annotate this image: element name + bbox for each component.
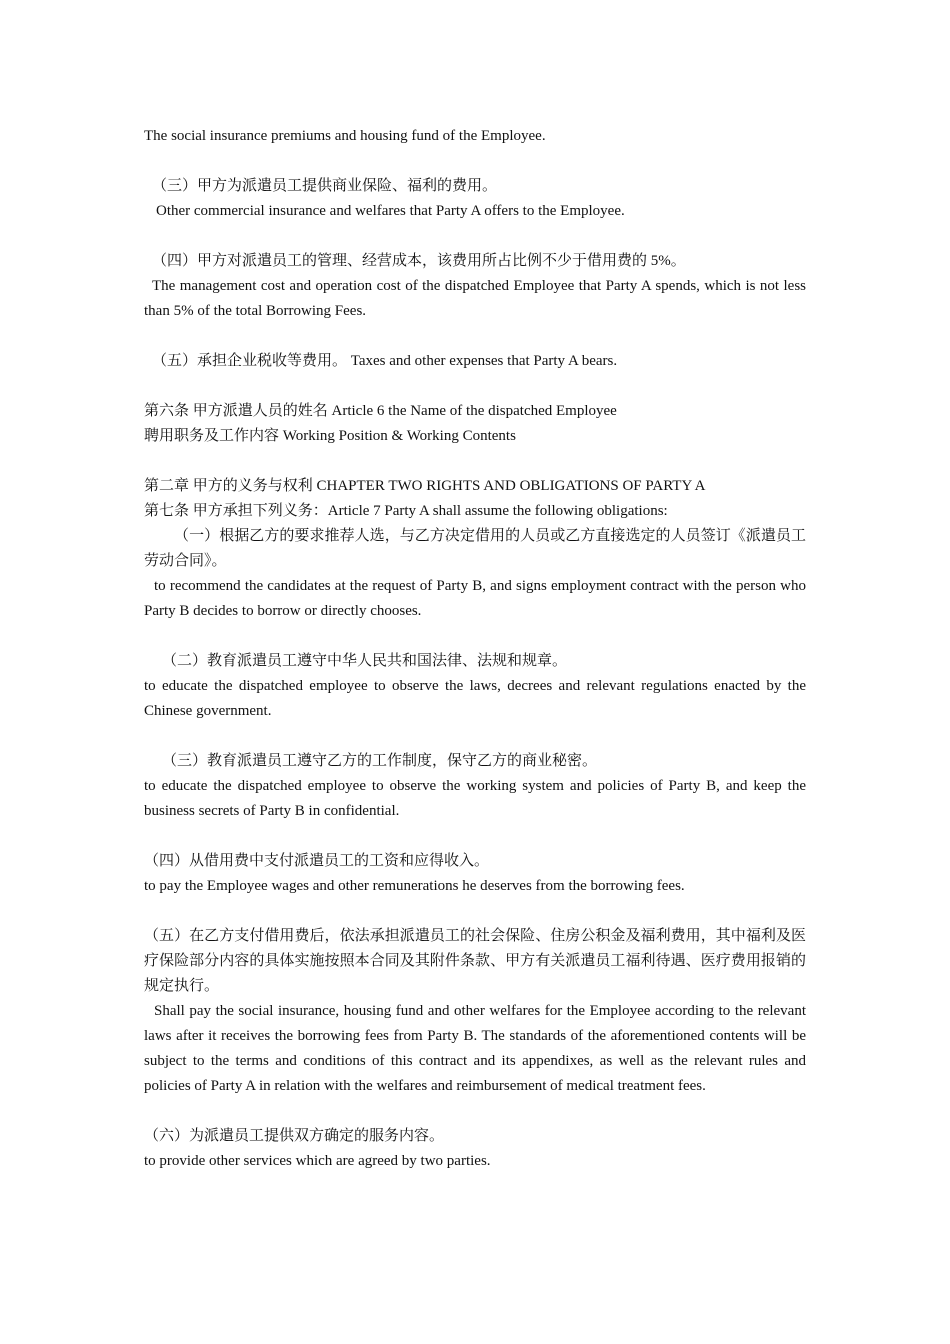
obligation-5-en-text: Shall pay the social insurance, housing fund and other welfares for the Employee according to the relevant laws after it receives the borrowing fees from Party B. The standards of the aforementioned contents will be subject to the terms and conditions of this contract and its appendixes, as well as the relevant rules and policies of Party A in relation with the welfares and reimbursement of medical treatment fees.	[144, 1003, 806, 1094]
paragraph-commercial-insurance-en: Other commercial insurance and welfares that Party A offers to the Employee.	[156, 203, 625, 219]
obligation-1-cn	[144, 524, 806, 574]
obligation-5-en	[144, 999, 806, 1099]
spacer	[144, 824, 806, 849]
obligation-6-en: to provide other services which are agreed by two parties.	[144, 1153, 491, 1169]
obligation-2-en: to educate the dispatched employee to observe the laws, decrees and relevant regulations enacted by the Chinese government.	[144, 678, 806, 719]
obligation-1-cn-text: （一）根据乙方的要求推荐人选，与乙方决定借用的人员或乙方直接选定的人员签订《派遣员工劳动合同》。	[144, 528, 806, 569]
obligation-1-en	[144, 574, 806, 624]
obligation-4-cn: （四）从借用费中支付派遣员工的工资和应得收入。	[144, 853, 490, 869]
spacer	[144, 324, 806, 349]
paragraph-management-cost-en-text: The management cost and operation cost of the dispatched Employee that Party A spends, which is not less than 5% of the total Borrowing Fees.	[144, 278, 806, 319]
obligation-3-en: to educate the dispatched employee to observe the working system and policies of Party B, and keep the business secrets of Party B in confidential.	[144, 778, 806, 819]
paragraph-commercial-insurance-cn: （三）甲方为派遣员工提供商业保险、福利的费用。	[152, 178, 498, 194]
spacer	[144, 899, 806, 924]
obligation-6-cn: （六）为派遣员工提供双方确定的服务内容。	[144, 1128, 445, 1144]
article-7-title: 第七条 甲方承担下列义务：Article 7 Party A shall assume the following obligations:	[144, 503, 668, 519]
obligation-3-cn: （三）教育派遣员工遵守乙方的工作制度，保守乙方的商业秘密。	[162, 753, 598, 769]
spacer	[144, 449, 806, 474]
obligation-1-en-text: to recommend the candidates at the request of Party B, and signs employment contract with the person who Party B decides to borrow or directly chooses.	[144, 578, 806, 619]
spacer	[144, 624, 806, 649]
obligation-5-cn: （五）在乙方支付借用费后，依法承担派遣员工的社会保险、住房公积金及福利费用，其中福利及医疗保险部分内容的具体实施按照本合同及其附件条款、甲方有关派遣员工福利待遇、医疗费用报销的规定执行。	[144, 928, 806, 994]
obligation-2-cn: （二）教育派遣员工遵守中华人民共和国法律、法规和规章。	[162, 653, 568, 669]
paragraph-management-cost-en	[144, 274, 806, 324]
obligation-4-en: to pay the Employee wages and other remunerations he deserves from the borrowing fees.	[144, 878, 685, 894]
article-6-title: 第六条 甲方派遣人员的姓名 Article 6 the Name of the dispatched Employee	[144, 403, 617, 419]
spacer	[144, 149, 806, 174]
article-6-subtitle: 聘用职务及工作内容 Working Position & Working Contents	[144, 428, 516, 444]
spacer	[144, 724, 806, 749]
spacer	[144, 224, 806, 249]
spacer	[144, 374, 806, 399]
chapter-2-title: 第二章 甲方的义务与权利 CHAPTER TWO RIGHTS AND OBLIGATIONS OF PARTY A	[144, 478, 706, 494]
paragraph-management-cost-cn: （四）甲方对派遣员工的管理、经营成本，该费用所占比例不少于借用费的 5%。	[152, 253, 686, 269]
paragraph-social-insurance-en: The social insurance premiums and housing fund of the Employee.	[144, 128, 546, 144]
paragraph-taxes: （五）承担企业税收等费用。 Taxes and other expenses that Party A bears.	[152, 353, 618, 369]
spacer	[144, 1099, 806, 1124]
document-page	[144, 124, 806, 1174]
